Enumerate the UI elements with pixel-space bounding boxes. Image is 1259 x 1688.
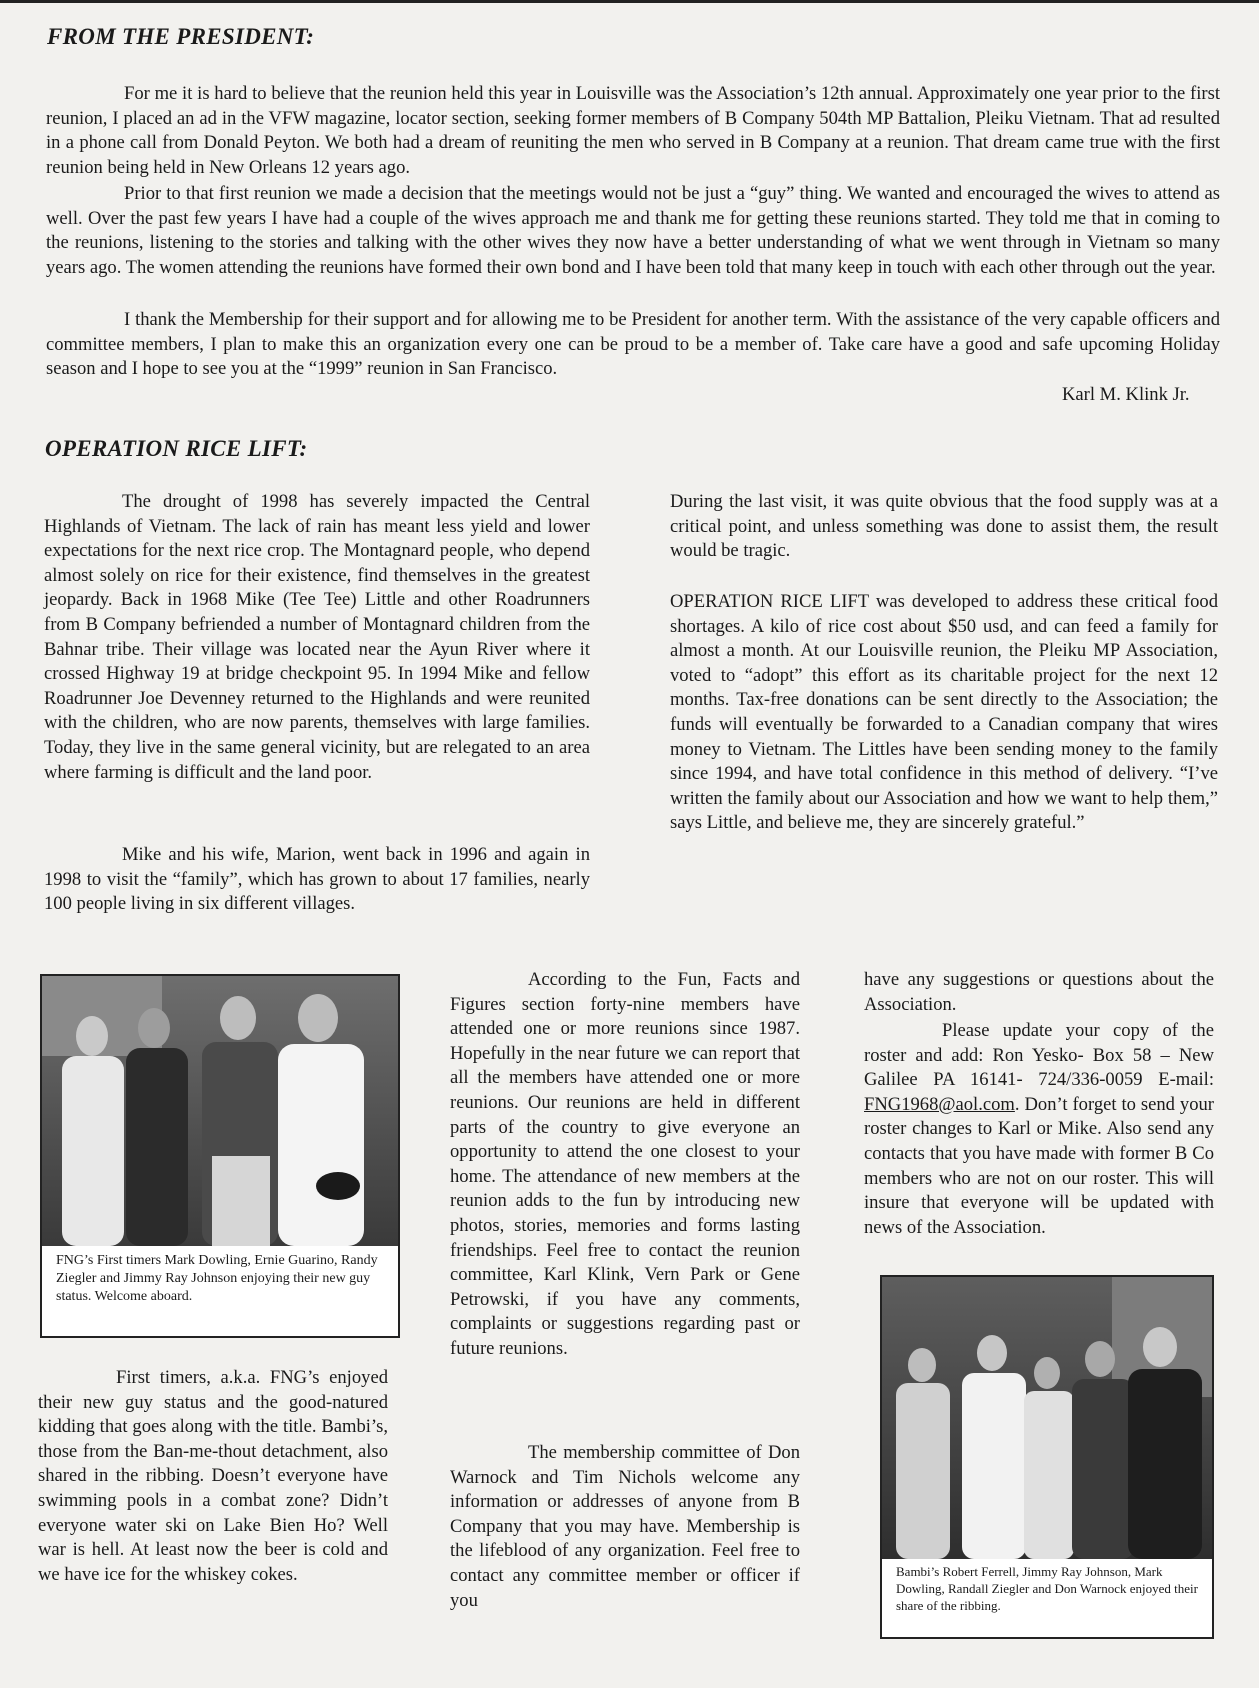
rice-lift-right-paragraph-1: During the last visit, it was quite obvious that the food supply was at a critical point, and unless something was done to assist them, the result would be tragic. — [670, 491, 1218, 562]
president-paragraph-2: Prior to that first reunion we made a decision that the meetings would not be just a “guy” thing. We wanted and encouraged the wives to attend as well. Over the past few years I have had a couple of the wives approach me and thank me for getting these reunions started. They told me that in coming to the reunions, listening to the stories and talking with the other wives they now have a better understanding of what we went through in Vietnam so many years ago. The women attending the reunions have formed their own bond and I have been told that many keep in touch with each other through out the year. — [46, 183, 1220, 278]
president-paragraph-1: For me it is hard to believe that the reunion held this year in Louisville was the Association’s 12th annual. Approximately one year prior to the first reunion, I placed an ad in the VFW magazine, locator section, seeking former members of B Company 504th MP Battalion, Pleiku Vietnam. That ad resulted in a phone call from Donald Peyton. We both had a dream of reuniting the men who served in B Company at a reunion. That dream came true with the first reunion being held in New Orleans 12 years ago. — [46, 83, 1220, 178]
roster-paragraph: Please update your copy of the roster and add: Ron Yesko- Box 58 – New Galilee PA 16141- 724/336-0059 E-mail: FNG1968@aol.com. Don’t forget to send your roster changes to Karl or Mike. Also send any contacts that you have made with former B Co members who are not on our roster. This will insure that everyone will be updated with news of the Association. — [864, 1020, 1214, 1238]
photo-bambis-caption: Bambi’s Robert Ferrell, Jimmy Ray Johnson, Mark Dowling, Randall Ziegler and Don Warnock enjoyed their share of the ribbing. — [896, 1564, 1198, 1613]
roster-text: Please update your copy of the roster and add: Ron Yesko- Box 58 – New Galilee PA 16141- 724/336-0059 E-mail: — [864, 1020, 1214, 1091]
membership-paragraph: The membership committee of Don Warnock and Tim Nichols welcome any information or addresses of anyone from B Company that you may have. Membership is the lifeblood of any organization. Feel free to contact any committee member or officer if you — [450, 1442, 800, 1611]
questions-continuation: have any suggestions or questions about the Association. — [864, 969, 1214, 1015]
rice-lift-left-paragraph-1: The drought of 1998 has severely impacted the Central Highlands of Vietnam. The lack of rain has meant less yield and lower expectations for the next rice crop. The Montagnard people, who depend almost solely on rice for their existence, find themselves in the greatest jeopardy. Back in 1968 Mike (Tee Tee) Little and other Roadrunners from B Company befriended a number of Montagnard children from the Bahnar tribe. Their village was located near the Ayun River where it crossed Highway 19 at bridge checkpoint 95. In 1994 Mike and fellow Roadrunner Joe Devenney returned to the Highlands and were reunited with the children, who are now parents, themselves with large families. Today, they live in the same general vicinity, but are relegated to an area where farming is difficult and the land poor. — [44, 491, 590, 783]
rice-lift-heading: OPERATION RICE LIFT: — [45, 436, 308, 461]
roster-text-after: Don’t forget to send your roster changes to Karl or Mike. Also send any contacts that you have made with former B Co members who are not on our roster. This will insure that everyone will be updated with news of the Association. — [864, 1093, 1214, 1238]
first-timers-paragraph: First timers, a.k.a. FNG’s enjoyed their new guy status and the good-natured kidding that goes along with the title. Bambi’s, those from the Ban-me-thout detachment, also shared in the ribbing. Doesn’t everyone have swimming pools in a combat zone? Didn’t everyone water ski on Lake Bien Ho? Well war is hell. At least now the beer is cold and we have ice for the whiskey cokes. — [38, 1367, 388, 1585]
president-signature: Karl M. Klink Jr. — [1062, 384, 1190, 405]
rice-lift-right-paragraph-2: OPERATION RICE LIFT was developed to address these critical food shortages. A kilo of rice cost about $50 usd, and can feed a family for almost a month. At our Louisville reunion, the Pleiku MP Association, voted to “adopt” this effort as its charitable project for the next 12 months. Tax-free donations can be sent directly to the Association; the funds will eventually be forwarded to a Canadian company that wires money to Vietnam. The Littles have been sending money to the family since 1994, and have total confidence in this method of delivery. “I’ve written the family about our Association and how we want to help them,” says Little, and believe me, they are sincerely grateful.” — [670, 591, 1218, 834]
top-rule — [0, 0, 1259, 3]
photo-first-timers — [40, 974, 400, 1338]
photo-first-timers-image — [42, 976, 398, 1246]
photo-bambis — [880, 1275, 1214, 1639]
fun-facts-paragraph: According to the Fun, Facts and Figures section forty-nine members have attended one or more reunions since 1987. Hopefully in the near future we can report that all the members have attended one or more reunions. Our reunions are held in different parts of the country to give everyone an opportunity to attend the one closest to your home. The attendance of new members at the reunion adds to the fun by introducing new photos, stories, memories and forms lasting friendships. Feel free to contact the reunion committee, Karl Klink, Vern Park or Gene Petrowski, if you have any comments, complaints or suggestions regarding past or future reunions. — [450, 969, 800, 1359]
photo-first-timers-caption: FNG’s First timers Mark Dowling, Ernie Guarino, Randy Ziegler and Jimmy Ray Johnson enjoying their new guy status. Welcome aboard. — [56, 1253, 378, 1304]
rice-lift-left-paragraph-2: Mike and his wife, Marion, went back in 1996 and again in 1998 to visit the “family”, which has grown to about 17 families, nearly 100 people living in six different villages. — [44, 844, 590, 915]
photo-bambis-image — [882, 1277, 1212, 1559]
email-link[interactable]: FNG1968@aol.com — [864, 1093, 1015, 1115]
president-heading: FROM THE PRESIDENT: — [47, 24, 315, 49]
president-paragraph-3: I thank the Membership for their support and for allowing me to be President for another term. With the assistance of the very capable officers and committee members, I plan to make this an organization every one can be proud to be a member of. Take care have a good and safe upcoming Holiday season and I hope to see you at the “1999” reunion in San Francisco. — [46, 309, 1220, 380]
